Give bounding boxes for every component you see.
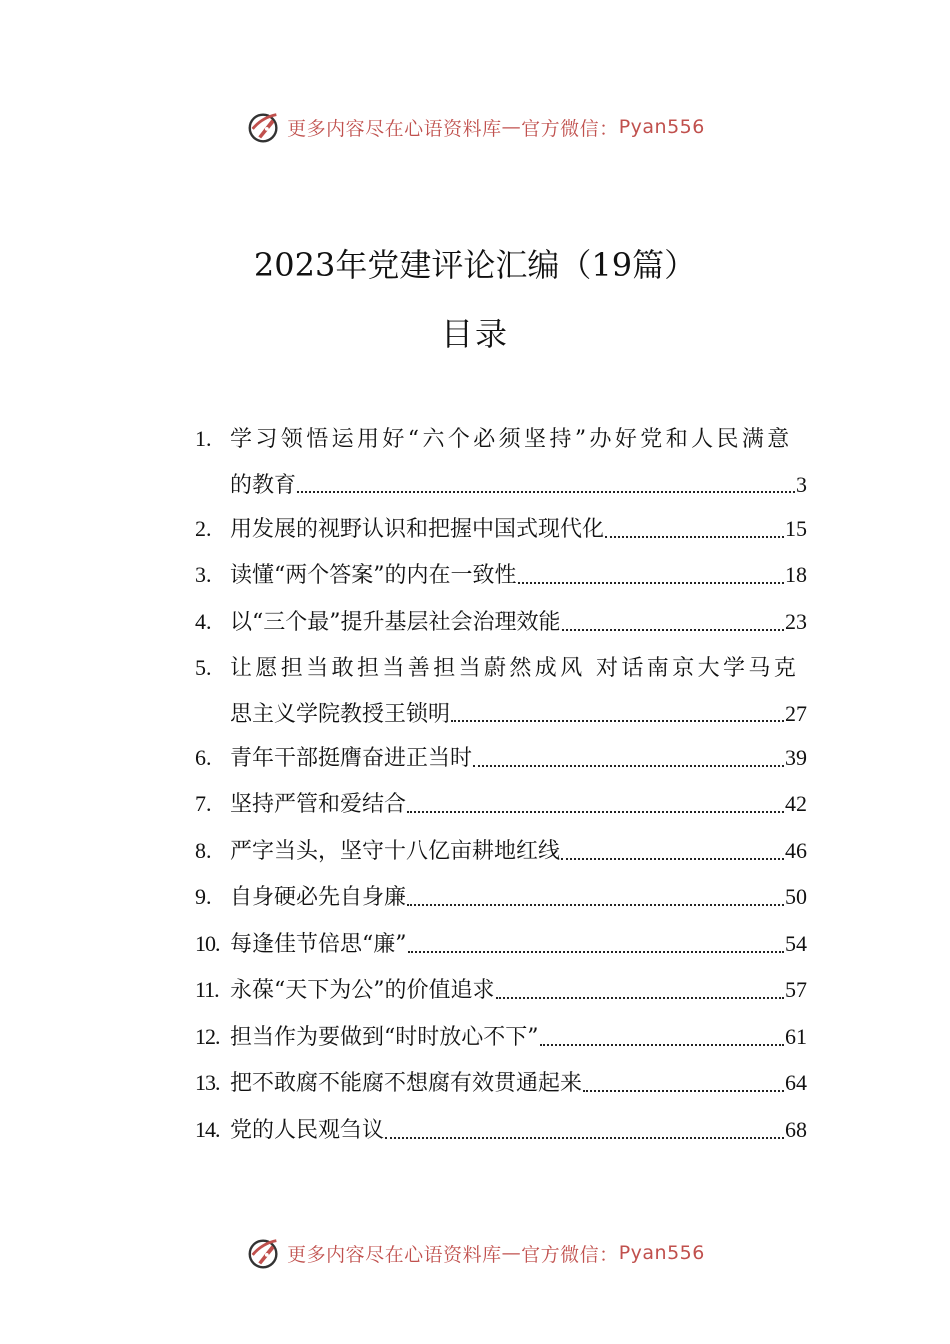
dot-leader [540, 1044, 785, 1046]
toc-title-continued: 的教育 [230, 472, 297, 498]
table-of-contents [195, 416, 807, 1153]
toc-page-number: 50 [785, 884, 807, 909]
banner-dash: — [501, 1242, 522, 1264]
toc-number: 10. [195, 930, 220, 956]
dot-leader [583, 1090, 784, 1092]
banner-wechat-label: 官方微信： [521, 1243, 619, 1266]
toc-page-number: 61 [785, 1023, 807, 1049]
dot-leader [605, 536, 784, 538]
dot-leader [407, 811, 784, 813]
dot-leader [561, 858, 784, 860]
toc-entry-10[interactable] [195, 921, 807, 968]
toc-page-number: 42 [785, 791, 807, 816]
dot-leader [451, 720, 784, 722]
dot-leader [473, 765, 784, 767]
toc-entry-7[interactable] [195, 781, 807, 828]
toc-page-number: 3 [796, 471, 807, 497]
banner-dash: — [501, 116, 522, 138]
dot-leader [297, 491, 795, 493]
toc-title-continued: 思主义学院教授王锁明 [230, 701, 451, 727]
toc-page-number: 39 [785, 744, 807, 770]
toc-entry-8[interactable] [195, 828, 807, 875]
dot-leader [496, 997, 785, 999]
toc-page-number: 64 [785, 1070, 807, 1095]
toc-number: 14. [195, 1116, 220, 1142]
toc-title: 每逢佳节倍思“廉” [230, 931, 407, 957]
toc-title: 以“三个最”提升基层社会治理效能 [230, 609, 561, 635]
dot-leader [407, 904, 784, 906]
toc-page-number: 54 [785, 930, 807, 956]
toc-number: 2. [195, 515, 212, 541]
dot-leader [518, 582, 785, 584]
toc-title: 用发展的视野认识和把握中国式现代化 [230, 516, 605, 542]
toc-title: 党的人民观刍议 [230, 1117, 385, 1143]
banner-main-text: 更多内容尽在心语资料库 [287, 1243, 502, 1266]
toc-number: 7. [195, 791, 212, 816]
toc-number: 8. [195, 837, 212, 863]
toc-number: 1. [195, 426, 212, 451]
header-watermark [0, 107, 950, 147]
toc-entry-5[interactable] [195, 645, 807, 735]
toc-entry-3[interactable] [195, 552, 807, 599]
toc-number: 9. [195, 884, 212, 909]
toc-heading: 目录 [440, 315, 509, 353]
banner-main-text: 更多内容尽在心语资料库 [287, 117, 502, 140]
toc-page-number: 57 [785, 977, 807, 1002]
toc-entry-11[interactable] [195, 967, 807, 1014]
toc-page-number: 23 [785, 608, 807, 634]
toc-page-number: 46 [785, 837, 807, 863]
toc-page-number: 15 [785, 515, 807, 541]
dot-leader [385, 1137, 784, 1139]
toc-entry-12[interactable] [195, 1014, 807, 1061]
toc-title: 严字当头，坚守十八亿亩耕地红线 [230, 838, 561, 864]
dot-leader [408, 951, 785, 953]
footer-watermark [0, 1233, 950, 1273]
document-title: 2023年党建评论汇编（19篇） [253, 246, 697, 284]
toc-title: 学习领悟运用好“六个必须坚持”办好党和人民满意 [230, 427, 793, 452]
toc-number: 13. [195, 1070, 220, 1095]
toc-page-number: 27 [785, 700, 807, 726]
pen-nib-circle-icon [245, 108, 283, 146]
toc-title: 永葆“天下为公”的价值追求 [230, 978, 495, 1003]
pen-nib-circle-icon [245, 1234, 283, 1272]
toc-title: 担当作为要做到“时时放心不下” [230, 1024, 539, 1050]
banner-wechat-label: 官方微信： [521, 117, 619, 140]
toc-page-number: 68 [785, 1116, 807, 1142]
toc-entry-1[interactable] [195, 416, 807, 506]
toc-title: 读懂“两个答案”的内在一致性 [230, 563, 517, 588]
toc-entry-14[interactable] [195, 1107, 807, 1154]
toc-title: 把不敢腐不能腐不想腐有效贯通起来 [230, 1071, 583, 1096]
toc-entry-2[interactable] [195, 506, 807, 553]
toc-number: 4. [195, 608, 212, 634]
toc-number: 6. [195, 744, 212, 770]
toc-entry-9[interactable] [195, 874, 807, 921]
toc-number: 12. [195, 1023, 220, 1049]
toc-title: 自身硬必先自身廉 [230, 885, 407, 910]
toc-title: 青年干部挺膺奋进正当时 [230, 745, 473, 771]
banner-wechat-id: Pyan556 [618, 1242, 705, 1264]
dot-leader [562, 629, 785, 631]
toc-title: 坚持严管和爱结合 [230, 792, 407, 817]
toc-number: 11. [195, 977, 219, 1002]
toc-number: 3. [195, 562, 212, 587]
toc-entry-6[interactable] [195, 735, 807, 782]
toc-entry-4[interactable] [195, 599, 807, 646]
toc-page-number: 18 [785, 562, 807, 587]
toc-title: 让愿担当敢担当善担当蔚然成风 对话南京大学马克 [230, 656, 800, 681]
toc-entry-13[interactable] [195, 1060, 807, 1107]
banner-wechat-id: Pyan556 [618, 116, 705, 138]
toc-number: 5. [195, 655, 212, 680]
